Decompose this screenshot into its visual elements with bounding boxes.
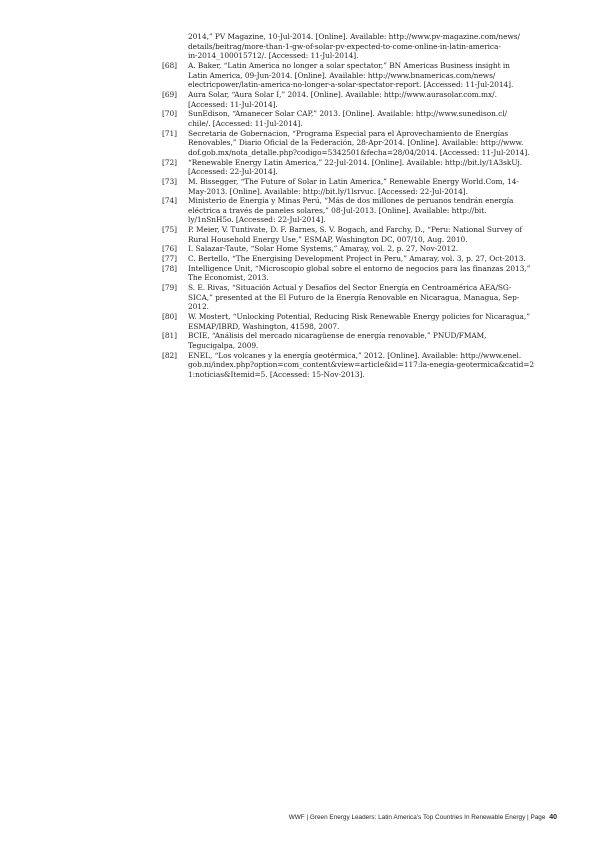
reference-text-line: M. Bissegger, “The Future of Solar in Latin America,” Renewable Energy World.Com, 14- bbox=[188, 176, 519, 186]
reference-number: [81] bbox=[162, 331, 177, 341]
reference-entry bbox=[162, 196, 566, 225]
reference-entry bbox=[162, 254, 566, 264]
reference-list bbox=[162, 32, 566, 380]
reference-number: [80] bbox=[162, 312, 177, 322]
reference-text-line: W. Mostert, “Unlocking Potential, Reducing Risk Renewable Energy policies for Nicaragua,” bbox=[188, 312, 530, 322]
reference-entry bbox=[162, 331, 566, 350]
reference-text-line: S. E. Rivas, “Situación Actual y Desafíos del Sector Energía en Centroamérica AEA/SG- bbox=[188, 283, 512, 293]
reference-text-line: ENEL, “Los volcanes y la energía geotérmica,” 2012. [Online]. Available: http://www.enel. bbox=[188, 350, 522, 360]
reference-entry bbox=[162, 90, 566, 109]
reference-text-line: [Accessed: 22-Jul-2014]. bbox=[188, 167, 278, 177]
reference-text-line: electricpower/latin-america-no-longer-a-solar-spectator-report. [Accessed: 11-Jul-2014]. bbox=[188, 80, 514, 90]
reference-entry bbox=[162, 351, 566, 380]
reference-text-line: Renovables,” Diario Oficial de la Federación, 28-Apr-2014. [Online]. Available: http://www. bbox=[188, 138, 524, 148]
reference-number: [68] bbox=[162, 60, 177, 70]
reference-text-line: Ministerio de Energía y Minas Perú, “Más de dos millones de peruanos tendrán energía bbox=[188, 196, 514, 206]
reference-text-line: Latin America, 09-Jun-2014. [Online]. Available: http://www.bnamericas.com/news/ bbox=[188, 70, 496, 80]
reference-text-line: 2014,” PV Magazine, 10-Jul-2014. [Online]. Available: http://www.pv-magazine.com/news/ bbox=[188, 32, 520, 41]
reference-text-line: eléctrica a través de paneles solares,” 08-Jul-2013. [Online]. Available: http://bit. bbox=[188, 205, 487, 215]
reference-text-line: in-2014_100015712/. [Accessed: 11-Jul-2014]. bbox=[188, 51, 359, 61]
reference-text-line: details/beitrag/more-than-1-gw-of-solar-pv-expected-to-come-online-in-latin-america- bbox=[188, 41, 501, 51]
reference-text-line: Intelligence Unit, “Microscopio global sobre el entorno de negocios para las finanzas 2013,” bbox=[188, 263, 531, 273]
reference-entry bbox=[162, 225, 566, 244]
reference-number: [74] bbox=[162, 196, 177, 206]
reference-entry bbox=[162, 109, 566, 128]
reference-text-line: P. Meier, V. Tuntivate, D. F. Barnes, S. V. Bogach, and Farchy, D., “Peru: National Survey of bbox=[188, 225, 523, 235]
reference-text-line: 1:noticias&Itemid=5. [Accessed: 15-Nov-2013]. bbox=[188, 369, 365, 379]
reference-text-line: ly/1nSnH5o. [Accessed: 22-Jul-2014]. bbox=[188, 215, 326, 225]
reference-text-line: “Renewable Energy Latin America,” 22-Jul-2014. [Online]. Available: http://bit.ly/1A3skUj. bbox=[188, 157, 523, 167]
reference-entry bbox=[162, 158, 566, 177]
reference-number: [76] bbox=[162, 244, 177, 254]
reference-number: [72] bbox=[162, 157, 177, 167]
reference-number: [71] bbox=[162, 128, 177, 138]
reference-number: [75] bbox=[162, 225, 177, 235]
reference-text-line: Aura Solar, “Aura Solar I,” 2014. [Online]. Available: http://www.aurasolar.com.mx/. bbox=[188, 89, 497, 99]
reference-number: [79] bbox=[162, 283, 177, 293]
reference-text-line: I. Salazar-Taute, “Solar Home Systems,” Amaray, vol. 2, p. 27, Nov-2012. bbox=[188, 244, 459, 254]
reference-number: [70] bbox=[162, 109, 177, 119]
reference-text-line: chile/. [Accessed: 11-Jul-2014]. bbox=[188, 118, 303, 128]
page-footer bbox=[289, 814, 557, 821]
reference-text-line: May-2013. [Online]. Available: http://bit.ly/1lsrvuc. [Accessed: 22-Jul-2014]. bbox=[188, 186, 468, 196]
reference-text-line: ESMAP/IBRD, Washington, 41598, 2007. bbox=[188, 321, 340, 331]
reference-text-line: Rural Household Energy Use,” ESMAP, Washington DC, 007/10, Aug. 2010. bbox=[188, 234, 468, 244]
reference-number: [78] bbox=[162, 263, 177, 273]
reference-entry bbox=[162, 244, 566, 254]
reference-text-line: C. Bertello, “The Energising Development Project in Peru,” Amaray, vol. 3, p. 27, Oct-2013. bbox=[188, 254, 526, 264]
reference-entry bbox=[162, 283, 566, 312]
reference-text-line: dof.gob.mx/nota_detalle.php?codigo=5342501&fecha=28/04/2014. [Accessed: 11-Jul-2014]. bbox=[188, 147, 530, 157]
reference-number: [69] bbox=[162, 89, 177, 99]
reference-text-line: Secretaria de Gobernacion, “Programa Especial para el Aprovechamiento de Energías bbox=[188, 128, 509, 138]
reference-text-line: 2012. bbox=[188, 302, 209, 312]
reference-number: [73] bbox=[162, 176, 177, 186]
reference-text-line: A. Baker, “Latin America no longer a solar spectator,” BN Americas Business insight in bbox=[188, 60, 510, 70]
reference-text-line: SICA,” presented at the El Futuro de la Energía Renovable en Nicaragua, Managua, Sep- bbox=[188, 292, 520, 302]
reference-entry bbox=[162, 312, 566, 331]
reference-entry bbox=[162, 264, 566, 283]
reference-text-line: SunEdison, “Amanecer Solar CAP,” 2013. [Online]. Available: http://www.sunedison.cl/ bbox=[188, 109, 507, 119]
reference-entry bbox=[162, 177, 566, 196]
reference-text-line: Tegucigalpa, 2009. bbox=[188, 341, 259, 350]
reference-text-line: gob.ni/index.php?option=com_content&view=article&id=117:la-enegia-geotermica&catid=2 bbox=[188, 360, 535, 370]
reference-number: [77] bbox=[162, 254, 177, 264]
reference-entry bbox=[162, 129, 566, 158]
reference-text-line: BCIE, “Análisis del mercado nicaragüense de energía renovable,” PNUD/FMAM, bbox=[188, 331, 487, 341]
reference-number: [82] bbox=[162, 350, 177, 360]
reference-text-line: [Accessed: 11-Jul-2014]. bbox=[188, 99, 278, 109]
reference-entry bbox=[162, 61, 566, 90]
footer-text: WWF | Green Energy Leaders: Latin America’s Top Countries In Renewable Energy | Page bbox=[288, 814, 546, 821]
reference-entry bbox=[162, 32, 566, 61]
page-number: 40 bbox=[549, 814, 557, 821]
reference-text-line: The Economist, 2013. bbox=[188, 273, 269, 283]
